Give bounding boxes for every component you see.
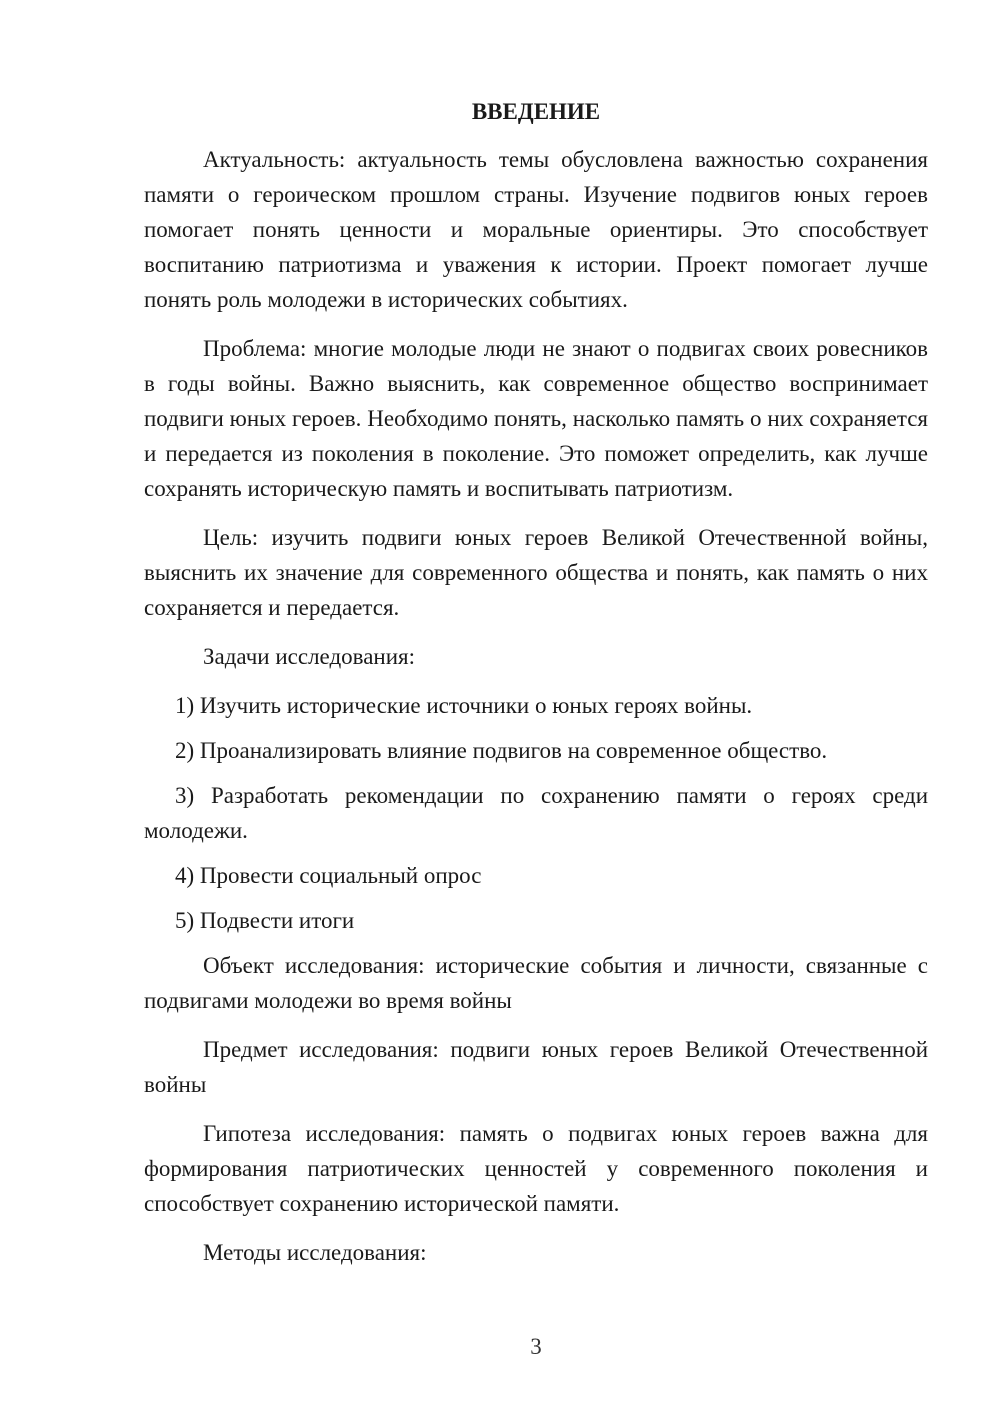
- task-item: 5) Подвести итоги: [175, 908, 355, 933]
- section-title: ВВЕДЕНИЕ: [471, 99, 601, 124]
- task-item: 3) Разработать рекомендации по сохранению памяти о героях среди молодежи.: [144, 783, 928, 843]
- page-number: 3: [530, 1334, 542, 1359]
- task-item: 1) Изучить исторические источники о юных героях войны.: [175, 693, 753, 718]
- problem-paragraph: Проблема: многие молодые люди не знают о подвигах своих ровесников в годы войны. Важно выяснить, как современное общество воспринимает подвиги юных героев. Необходимо понять, насколько память о них сохраняется и передается из поколения в поколение. Это поможет определить, как лучше сохранять историческую память и воспитывать патриотизм.: [144, 336, 928, 501]
- methods-heading: Методы исследования:: [203, 1240, 427, 1265]
- subject-paragraph: Предмет исследования: подвиги юных героев Великой Отечественной войны: [144, 1037, 928, 1097]
- tasks-list: [144, 688, 928, 938]
- hypothesis-paragraph: Гипотеза исследования: память о подвигах юных героев важна для формирования патриотических ценностей у современного поколения и способствует сохранению исторической памяти.: [144, 1121, 928, 1216]
- task-item: 4) Провести социальный опрос: [175, 863, 482, 888]
- task-item: 2) Проанализировать влияние подвигов на современное общество.: [175, 738, 828, 763]
- goal-paragraph: Цель: изучить подвиги юных героев Великой Отечественной войны, выяснить их значение для современного общества и понять, как память о них сохраняется и передается.: [144, 525, 928, 620]
- page-content: [144, 94, 928, 1284]
- tasks-heading: Задачи исследования:: [203, 644, 416, 669]
- relevance-paragraph: Актуальность: актуальность темы обусловлена важностью сохранения памяти о героическом прошлом страны. Изучение подвигов юных героев помогает понять ценности и моральные ориентиры. Это способствует воспитанию патриотизма и уважения к истории. Проект помогает лучше понять роль молодежи в исторических событиях.: [144, 147, 928, 312]
- object-paragraph: Объект исследования: исторические события и личности, связанные с подвигами молодежи во время войны: [144, 953, 928, 1013]
